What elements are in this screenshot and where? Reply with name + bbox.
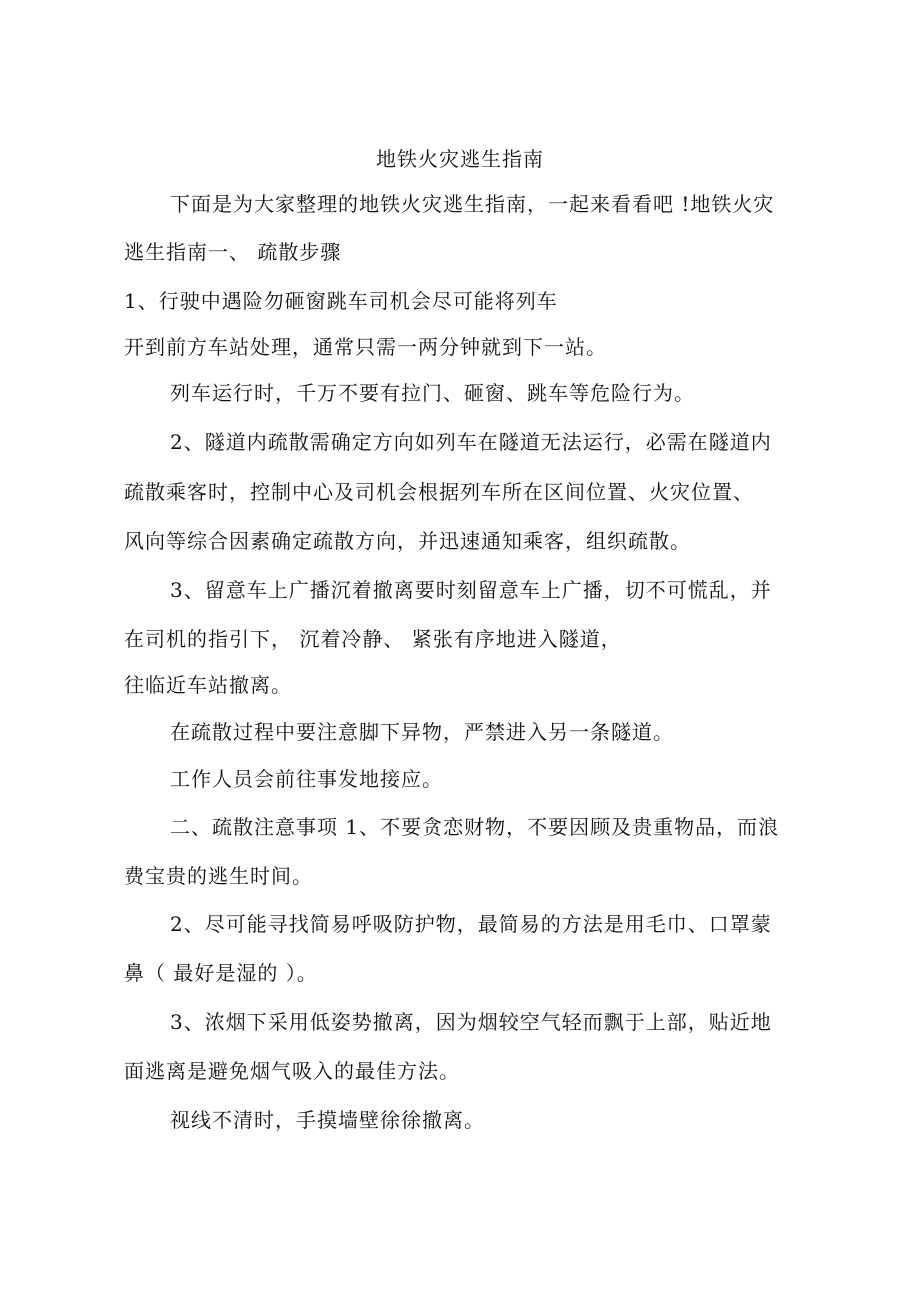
text-line: 1、行驶中遇险勿砸窗跳车司机会尽可能将列车 — [124, 289, 558, 313]
text-line: 下面是为大家整理的地铁火灾逃生指南，一起来看看吧 !地铁火灾 — [170, 192, 775, 216]
text-line: 费宝贵的逃生时间。 — [124, 864, 313, 888]
text-line: 疏散乘客时，控制中心及司机会根据列车所在区间位置、火灾位置、 — [124, 480, 754, 504]
text-line: 列车运行时，千万不要有拉门、砸窗、跳车等危险行为。 — [170, 381, 695, 405]
text-line: 鼻（ 最好是湿的 ）。 — [124, 961, 318, 985]
text-line: 视线不清时，手摸墙壁徐徐撤离。 — [170, 1108, 485, 1132]
text-line: 在司机的指引下， 沉着冷静、 紧张有序地进入隧道， — [124, 627, 622, 651]
text-line: 面逃离是避免烟气吸入的最佳方法。 — [124, 1059, 460, 1083]
text-line: 在疏散过程中要注意脚下异物，严禁进入另一条隧道。 — [170, 720, 674, 744]
text-line: 2、隧道内疏散需确定方向如列车在隧道无法运行，必需在隧道内 — [170, 430, 772, 454]
text-line: 往临近车站撤离。 — [124, 673, 292, 697]
text-line: 工作人员会前往事发地接应。 — [170, 767, 443, 791]
text-line: 2、尽可能寻找简易呼吸防护物，最简易的方法是用毛巾、口罩蒙 — [170, 912, 772, 936]
text-line: 3、留意车上广播沉着撤离要时刻留意车上广播，切不可慌乱，并 — [170, 578, 772, 602]
text-line: 3、浓烟下采用低姿势撤离，因为烟较空气轻而飘于上部，贴近地 — [170, 1010, 772, 1034]
text-line: 风向等综合因素确定疏散方向，并迅速通知乘客，组织疏散。 — [124, 529, 691, 553]
text-line: 二、疏散注意事项 1、不要贪恋财物，不要因顾及贵重物品，而浪 — [170, 815, 780, 839]
document-title: 地铁火灾逃生指南 — [376, 147, 544, 171]
text-line: 开到前方车站处理，通常只需一两分钟就到下一站。 — [124, 335, 607, 359]
text-line: 逃生指南一、 疏散步骤 — [124, 240, 342, 264]
